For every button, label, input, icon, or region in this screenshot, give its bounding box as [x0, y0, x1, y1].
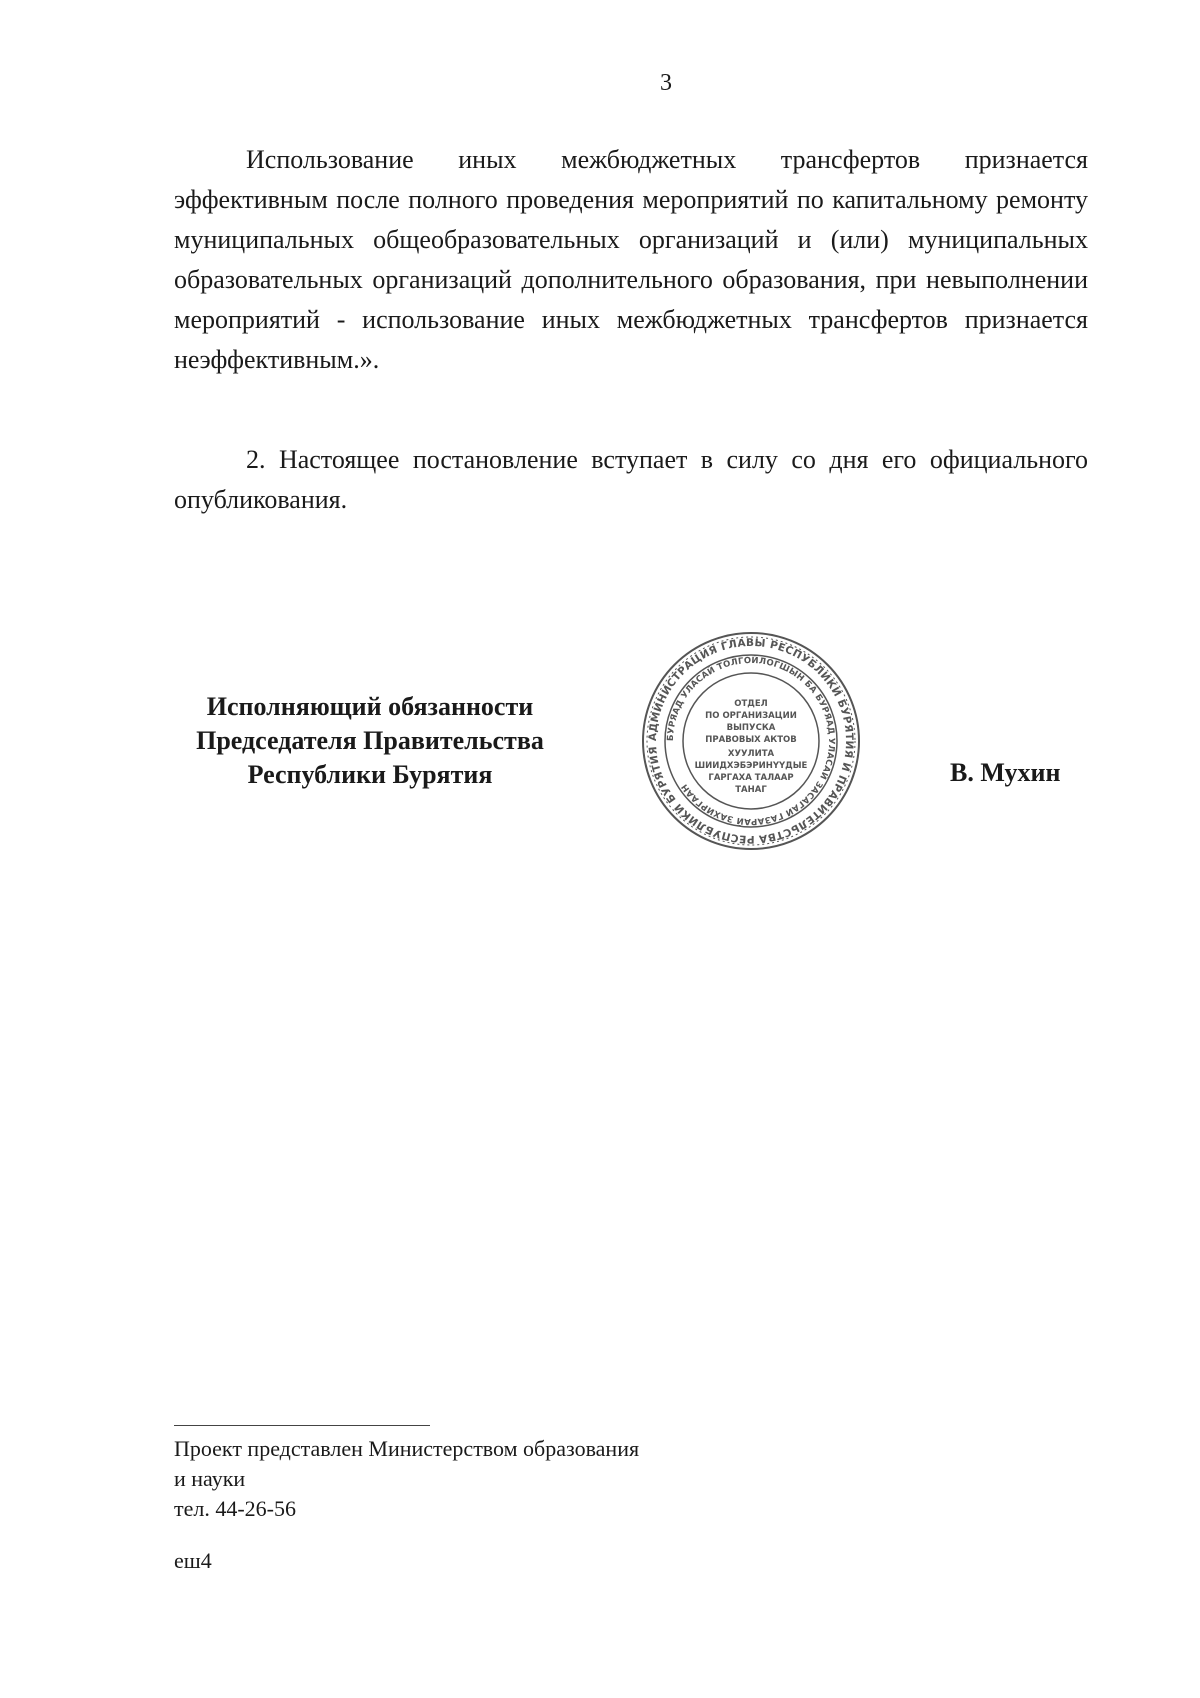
footnote — [174, 1434, 639, 1524]
seal-center-line: ПРАВОВЫХ АКТОВ — [705, 735, 797, 745]
footnote-line: Проект представлен Министерством образования — [174, 1436, 640, 1461]
seal-center-line: ХУУЛИТА — [727, 749, 775, 759]
footnote-line: и науки — [174, 1466, 246, 1491]
signatory-position-line: Республики Бурятия — [247, 760, 493, 789]
seal-center-line: ШИИДХЭБЭРИНҮҮДЫЕ — [694, 761, 808, 771]
signatory-name: В. Мухин — [950, 758, 1061, 787]
seal-center-line: ТАНАГ — [735, 785, 767, 795]
signatory-position-line: Исполняющий обязанности — [206, 692, 534, 721]
paragraph-text: 2. Настоящее постановление вступает в силу со дня его официального опубликования. — [174, 445, 1088, 514]
document-code-mark: еш4 — [174, 1548, 212, 1573]
seal-outer-text: АДМИНИСТРАЦИЯ ГЛАВЫ РЕСПУБЛИКИ БУРЯТИЯ И ПРАВИТЕЛЬСТВА РЕСПУБЛИКИ БУРЯТИЯ — [646, 636, 856, 846]
page-number: 3 — [660, 70, 672, 96]
official-seal-stamp — [640, 630, 862, 852]
seal-center-line: ВЫПУСКА — [726, 723, 776, 733]
seal-center-line: ОТДЕЛ — [734, 699, 768, 709]
seal-center-line: ГАРГАХА ТАЛААР — [708, 773, 794, 783]
paragraph-text: Использование иных межбюджетных трансфертов признается эффективным после полного проведения мероприятий по капитальному ремонту муниципальных общеобразовательных организаций и (или) муниципальных образовательных организаций дополнительного образования, при невыполнении мероприятий - использование иных межбюджетных трансфертов признается неэффективным.». — [174, 145, 1088, 374]
seal-center-line: ПО ОРГАНИЗАЦИИ — [705, 711, 797, 721]
footnote-line: тел. 44-26-56 — [174, 1496, 297, 1521]
seal-inner-text: БУРЯАД УЛАСАЙ ТОЛГОЙЛОГШЫН БА БУРЯАД УЛАСАЙ ЗАСАГАЙ ГАЗАРАЙ ЗАХИРГААН — [665, 655, 837, 827]
signatory-position — [150, 690, 590, 792]
signatory-position-line: Председателя Правительства — [196, 726, 544, 755]
paragraph-effectiveness — [174, 140, 1088, 380]
paragraph-entry-into-force — [174, 440, 1088, 520]
footnote-divider — [174, 1425, 430, 1426]
